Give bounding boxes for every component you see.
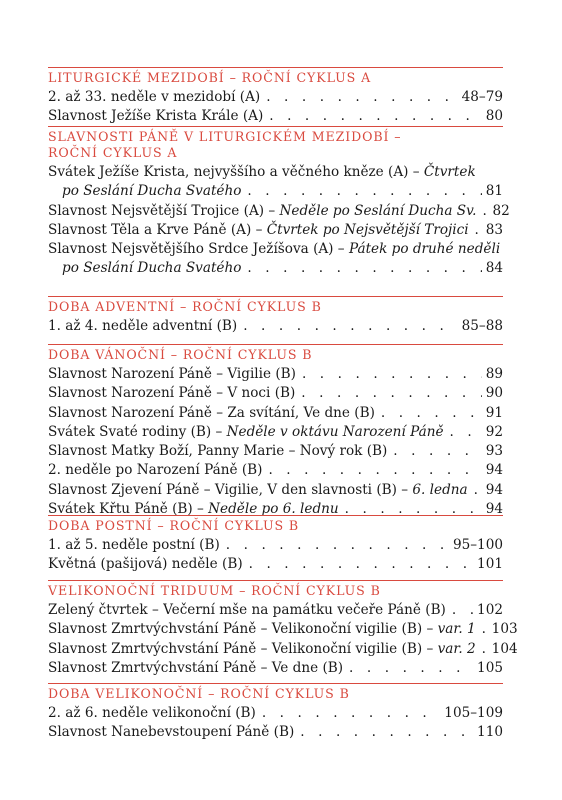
toc-entry-text: Slavnost Zjevení Páně – Vigilie, V den slavnosti (B) – (48, 481, 413, 498)
toc-entry-line (48, 536, 503, 555)
toc-entry-title (48, 221, 469, 240)
dot-leader (256, 704, 440, 723)
toc-entry (48, 423, 503, 442)
toc-entry-italic-text: Neděle v oktávu Narození Páně (226, 423, 444, 440)
toc-entry-line (48, 240, 503, 259)
toc-entry-italic-text: Čtvrtek po Nejsvětější Trojici (266, 221, 469, 238)
section-heading-line: DOBA POSTNÍ – ROČNÍ CYKLUS B (48, 518, 300, 533)
toc-entry-title (48, 404, 375, 423)
dot-leader (263, 107, 481, 126)
section-heading (48, 344, 503, 363)
toc-entry-line (48, 365, 503, 384)
toc-entry (48, 240, 503, 279)
page-number: 104 (491, 640, 518, 657)
page-number: 84 (485, 260, 503, 277)
page-number: 82 (492, 202, 510, 219)
page-number: 105 (477, 659, 503, 676)
dot-leader (260, 88, 457, 107)
dot-leader (476, 620, 488, 639)
toc-entry (48, 365, 503, 384)
section-heading (48, 296, 503, 315)
toc-entry-title (48, 365, 296, 384)
toc-entry-title (48, 423, 444, 442)
toc-entry-title (48, 317, 237, 336)
toc-entry (48, 202, 510, 221)
toc-entry-text: Slavnost Zmrtvýchvstání Páně – Ve dne (B) (48, 659, 344, 676)
toc-entry (48, 384, 503, 403)
toc-entry-title (48, 555, 243, 574)
toc-entry-title (48, 384, 295, 403)
toc-entry-italic-text: Pátek po druhé neděli (348, 241, 501, 258)
page-number: 105–109 (444, 705, 503, 721)
toc-entry (48, 163, 503, 202)
toc-section (48, 126, 510, 279)
toc-section (48, 580, 518, 678)
dot-leader (241, 182, 481, 201)
toc-entry-line (48, 723, 503, 742)
toc-entry-text: 1. až 5. neděle postní (B) (48, 537, 220, 553)
toc-entry-text: Zelený čtvrtek – Večerní mše na památku večeře Páně (B) (48, 602, 446, 618)
toc-entry (48, 704, 503, 723)
toc-entry-italic-text: Čtvrtek (423, 164, 476, 180)
toc-entry (48, 659, 503, 678)
toc-entry-italic-text: Neděle po 6. lednu (208, 501, 339, 518)
toc-section (48, 296, 503, 336)
toc-entry-title (48, 241, 500, 257)
toc-entry-text: Slavnost Nejsvětější Trojice (A) – (48, 202, 280, 219)
dot-leader (294, 723, 473, 742)
toc-entry-title (48, 640, 476, 659)
toc-entry (48, 723, 503, 742)
toc-entry-line (48, 259, 503, 278)
section-heading-line: ROČNÍ CYKLUS A (48, 145, 178, 160)
toc-entry (48, 555, 503, 574)
page-number: 94 (485, 501, 503, 518)
dot-leader (468, 481, 482, 500)
dot-leader (296, 365, 482, 384)
toc-entry-text: Slavnost Těla a Krve Páně (A) – (48, 221, 267, 238)
toc-entry-italic-text: var. 1 (437, 621, 476, 638)
page-number: 80 (485, 108, 503, 125)
toc-entry-italic-text: po Seslání Ducha Svatého (62, 183, 242, 200)
toc-entry-title (48, 481, 468, 500)
toc-entry-line (48, 107, 503, 126)
toc-entry (48, 317, 503, 336)
toc-entry-title (48, 536, 220, 555)
dot-leader (444, 423, 482, 442)
toc-entry-text: 2. až 6. neděle velikonoční (B) (48, 705, 256, 721)
toc-entry-line (48, 221, 503, 240)
toc-entry-italic-text: var. 2 (437, 640, 476, 657)
section-heading (48, 126, 503, 161)
toc-entry-title (48, 659, 343, 678)
page-number: 81 (485, 183, 503, 200)
toc-entry-title (62, 259, 241, 278)
toc-entry-text: Svátek Křtu Páně (B) – (48, 501, 209, 518)
page-number: 91 (485, 404, 503, 421)
toc-entry-title (62, 182, 241, 201)
toc-entry-text: Slavnost Zmrtvýchvstání Páně – Velikonoční vigilie (B) – (48, 621, 438, 638)
toc-entry (48, 461, 503, 480)
page-number: 95–100 (452, 537, 503, 553)
toc-entry-line (48, 659, 503, 678)
toc-entry-text: Svátek Svaté rodiny (B) – (48, 423, 227, 440)
dot-leader (262, 461, 481, 480)
toc-section (48, 683, 503, 743)
toc-entry-line (48, 182, 503, 201)
section-heading (48, 683, 503, 702)
toc-entry-title (48, 88, 260, 107)
toc-entry-line (48, 88, 503, 107)
dot-leader (446, 601, 473, 620)
toc-entry-text: Slavnost Nanebevstoupení Páně (B) (48, 724, 295, 741)
dot-leader (237, 317, 457, 336)
toc-entry-line (48, 202, 510, 221)
toc-entry-text: Slavnost Narození Páně – Za svítání, Ve dne (B) (48, 404, 375, 421)
dot-leader (243, 555, 473, 574)
toc-entry-italic-text: 6. ledna (412, 481, 468, 498)
toc-entry (48, 601, 503, 620)
dot-leader (387, 442, 481, 461)
toc-entry-line (48, 423, 503, 442)
page-number: 89 (485, 366, 503, 382)
page-number: 110 (477, 724, 503, 741)
toc-entry-line (48, 704, 503, 723)
toc-entry-title (48, 461, 262, 480)
page-number: 48–79 (461, 89, 503, 105)
toc-entry-line (48, 384, 503, 403)
toc-entry-title (48, 202, 477, 221)
page-number: 83 (485, 221, 503, 238)
dot-leader (241, 259, 481, 278)
toc-entry-text: Květná (pašijová) neděle (B) (48, 556, 243, 573)
toc-entry (48, 536, 503, 555)
toc-entry-text: 2. až 33. neděle v mezidobí (A) (48, 89, 261, 105)
toc-entry-text: Slavnost Matky Boží, Panny Marie – Nový rok (B) (48, 443, 388, 460)
toc-entry (48, 442, 503, 461)
dot-leader (375, 404, 482, 423)
toc-entry-line (48, 442, 503, 461)
toc-entry-line (48, 404, 503, 423)
toc-entry (48, 221, 503, 240)
toc-entry-text: Slavnost Narození Páně – V noci (B) (48, 385, 296, 402)
section-heading-line: SLAVNOSTI PÁNĚ V LITURGICKÉM MEZIDOBÍ – (48, 129, 402, 144)
toc-section (48, 67, 503, 127)
page-number: 101 (477, 556, 503, 573)
page-number: 92 (485, 423, 503, 440)
page-number: 90 (485, 385, 503, 402)
section-heading-line: DOBA ADVENTNÍ – ROČNÍ CYKLUS B (48, 299, 322, 314)
toc-entry-line (48, 163, 503, 182)
dot-leader (469, 221, 482, 240)
dot-leader (343, 659, 473, 678)
toc-entry-title (48, 620, 476, 639)
toc-entry-italic-text: Neděle po Seslání Ducha Sv. (279, 202, 477, 219)
toc-entry-title (48, 164, 476, 180)
toc-entry-line (48, 640, 518, 659)
toc-entry-text: Slavnost Nejsvětějšího Srdce Ježíšova (A) – (48, 241, 349, 258)
toc-entry-title (48, 442, 387, 461)
toc-entry-title (48, 601, 446, 620)
toc-entry-line (48, 620, 518, 639)
toc-entry-line (48, 601, 503, 620)
section-heading (48, 67, 503, 86)
toc-entry (48, 107, 503, 126)
page-number: 93 (485, 443, 503, 460)
toc-entry-text: 1. až 4. neděle adventní (B) (48, 318, 238, 334)
page-number: 94 (485, 481, 503, 498)
section-heading-line: DOBA VÁNOČNÍ – ROČNÍ CYKLUS B (48, 347, 313, 362)
toc-entry-title (48, 704, 256, 723)
dot-leader (477, 202, 489, 221)
dot-leader (476, 640, 488, 659)
dot-leader (295, 384, 481, 403)
toc-entry (48, 640, 518, 659)
toc-entry-text: Svátek Ježíše Krista, nejvyššího a věčného kněze (A) – (48, 164, 424, 180)
toc-entry-text: 2. neděle po Narození Páně (B) (48, 462, 263, 479)
toc-section (48, 344, 503, 519)
toc-entry (48, 88, 503, 107)
toc-entry-line (48, 317, 503, 336)
section-heading-line: LITURGICKÉ MEZIDOBÍ – ROČNÍ CYKLUS A (48, 70, 372, 85)
section-heading-line: DOBA VELIKONOČNÍ – ROČNÍ CYKLUS B (48, 686, 350, 701)
page-number: 103 (491, 621, 518, 638)
page-number: 94 (485, 462, 503, 479)
toc-entry-line (48, 555, 503, 574)
toc-entry-text: Slavnost Ježíše Krista Krále (A) (48, 108, 264, 125)
toc-entry (48, 404, 503, 423)
toc-entry-title (48, 723, 294, 742)
toc-entry-italic-text: po Seslání Ducha Svatého (62, 260, 242, 277)
section-heading-line: VELIKONOČNÍ TRIDUUM – ROČNÍ CYKLUS B (48, 583, 381, 598)
toc-entry-line (48, 481, 503, 500)
toc-section (48, 515, 503, 575)
toc-entry (48, 481, 503, 500)
toc-entry-line (48, 461, 503, 480)
toc-entry (48, 620, 518, 639)
dot-leader (220, 536, 449, 555)
toc-entry-text: Slavnost Narození Páně – Vigilie (B) (48, 366, 296, 382)
page-number: 85–88 (461, 318, 503, 334)
toc-entry-title (48, 107, 263, 126)
page-number: 102 (477, 602, 503, 618)
toc-entry-text: Slavnost Zmrtvýchvstání Páně – Velikonoční vigilie (B) – (48, 640, 438, 657)
section-heading (48, 580, 503, 599)
section-heading (48, 515, 503, 534)
